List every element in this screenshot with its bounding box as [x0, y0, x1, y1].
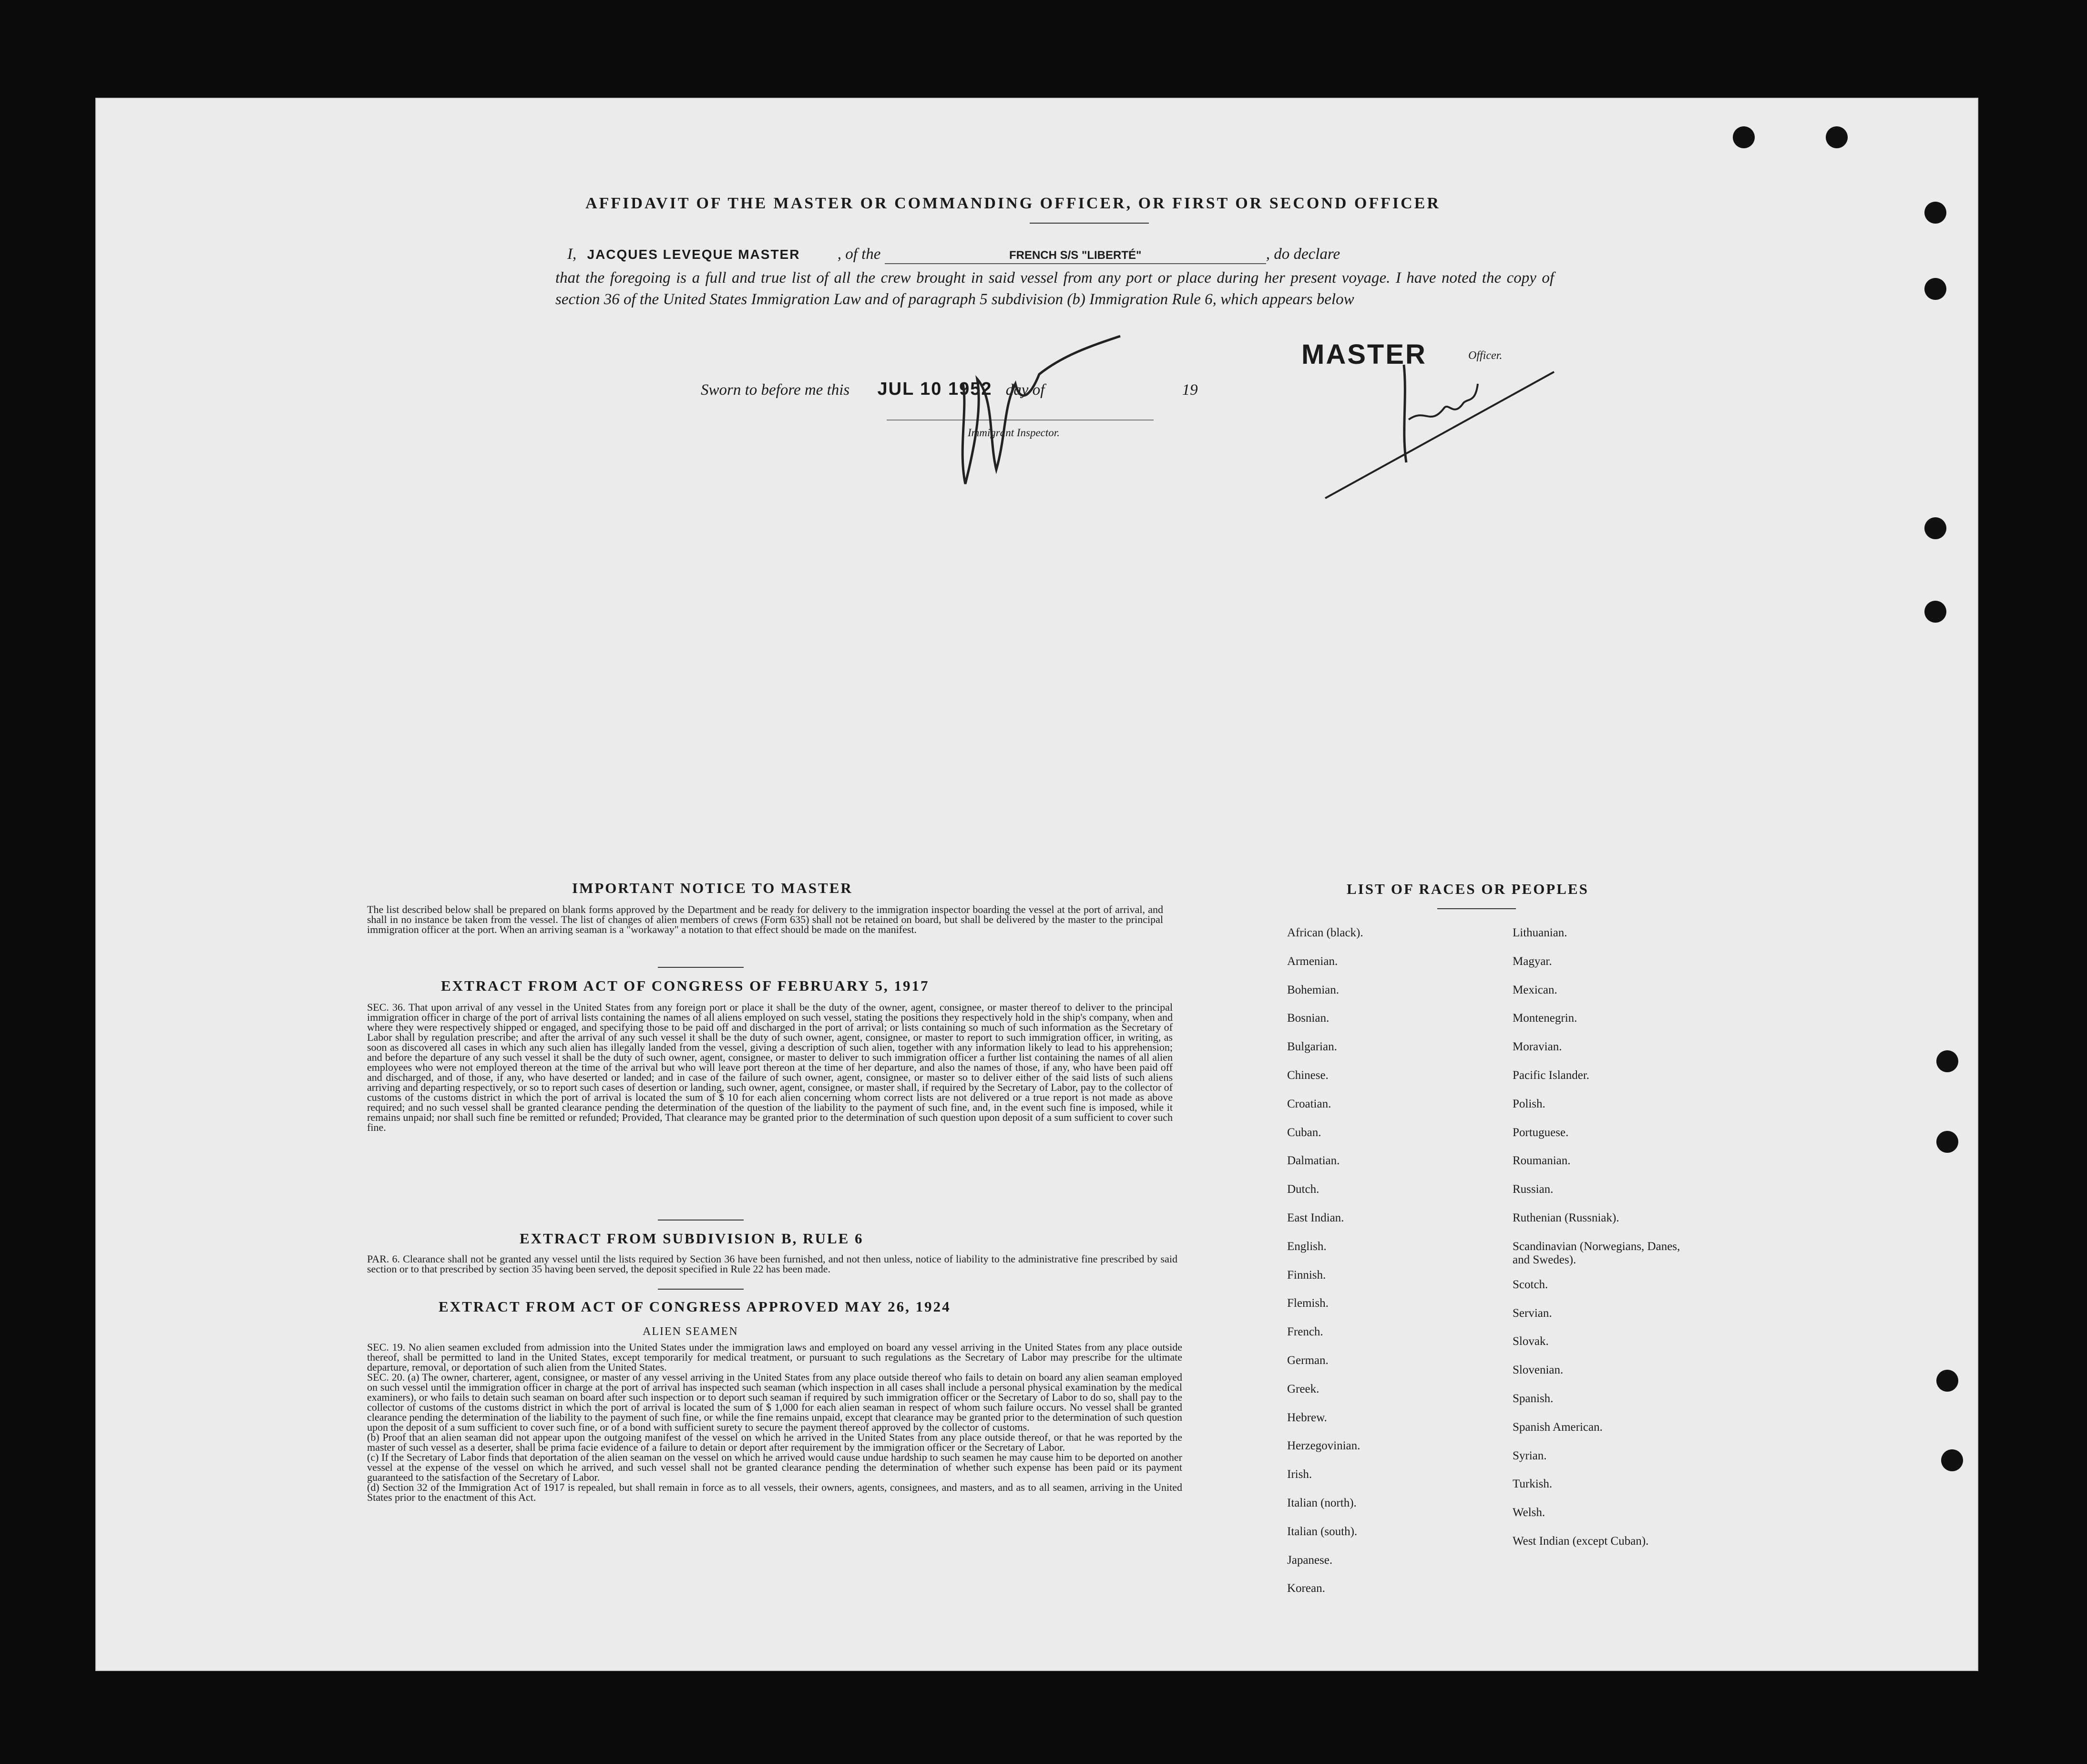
race-item: Ruthenian (Russniak).: [1513, 1211, 1619, 1224]
race-item: Mexican.: [1513, 983, 1557, 996]
i-label: I,: [567, 246, 577, 263]
race-item: Herzegovinian.: [1287, 1439, 1361, 1453]
date-stamp: JUL 10 1952: [877, 379, 992, 399]
race-item: Chinese.: [1287, 1068, 1329, 1082]
race-item: West Indian (except Cuban).: [1513, 1534, 1649, 1548]
officer-label: Officer.: [1468, 349, 1503, 362]
punch-hole: [1936, 1370, 1958, 1392]
race-item: Lithuanian.: [1513, 926, 1567, 939]
punch-hole: [1733, 126, 1755, 148]
master-name: JACQUES LEVEQUE MASTER: [587, 247, 800, 262]
subdivision-rule: [658, 1289, 744, 1290]
race-item: Italian (north).: [1287, 1496, 1357, 1509]
notice-rule: [658, 967, 744, 968]
inspector-label: Immigrant Inspector.: [968, 427, 1060, 439]
extract-1924-subtitle: ALIEN SEAMEN: [643, 1325, 738, 1338]
race-item: Italian (south).: [1287, 1525, 1358, 1538]
punch-hole: [1941, 1449, 1963, 1471]
subdivision-text: PAR. 6. Clearance shall not be granted any vessel until the lists required by Section 36 have been furnished, and not then unless, notice of liability to the administrative fine prescribed by said section or to that prescribed by section 35 having been served, the deposit specified in Rule 22 has been made.: [367, 1253, 1177, 1275]
races-title: LIST OF RACES OR PEOPLES: [1347, 881, 1589, 897]
race-item: Roumanian.: [1513, 1154, 1571, 1168]
race-item: Turkish.: [1513, 1477, 1553, 1491]
declaration-body: that the foregoing is a full and true list of all the crew brought in said vessel from any port or place during her present voyage. I have noted the copy of section 36 of the United States Immigration Law and of paragraph 5 subdivision (b) Immigration Rule 6, which appears below: [555, 269, 1554, 308]
race-item: Finnish.: [1287, 1268, 1326, 1282]
race-item: Russian.: [1513, 1183, 1554, 1196]
race-item: Hebrew.: [1287, 1411, 1327, 1424]
form-sheet: [95, 98, 1978, 1671]
extract-1917-title: EXTRACT FROM ACT OF CONGRESS OF FEBRUARY 5, 1917: [441, 977, 930, 994]
race-item: Dutch.: [1287, 1183, 1320, 1196]
race-item: Dalmatian.: [1287, 1154, 1340, 1168]
race-item: Servian.: [1513, 1306, 1552, 1320]
race-item: Bulgarian.: [1287, 1040, 1337, 1054]
extract-1924-title: EXTRACT FROM ACT OF CONGRESS APPROVED MAY 26, 1924: [439, 1298, 951, 1315]
punch-hole: [1924, 278, 1946, 300]
race-item: Croatian.: [1287, 1097, 1331, 1110]
race-item: Korean.: [1287, 1582, 1325, 1595]
master-signature: [1306, 355, 1573, 503]
races-right-list: [1513, 926, 1703, 1563]
race-item: English.: [1287, 1240, 1327, 1253]
race-item: Spanish.: [1513, 1392, 1554, 1405]
sec-20a-text: SEC. 20. (a) The owner, charterer, agent, consignee, or master of any vessel arriving in the United States from any place outside thereof who fails to detain on board any alien seaman employed on such vessel until the immigration officer in charge at the port of arrival has inspected such seaman (which inspection in all cases shall include a personal physical examination by the medical examiners), or who fails to detain such seaman on board after such inspection or to deport such seaman if required by such immigration officer or the Secretary of Labor to do so, shall pay to the collector of customs of the customs district in which the port of arrival is located the sum of $ 1,000 for each alien seaman in respect of whom such failure occurs. No vessel shall be granted clearance pending the determination of the liability to the payment of such fine, or while the fine remains unpaid, except that clearance may be granted prior to the determination of such question upon the deposit of a sum sufficient to cover such fine, or of a bond with sufficient surety to secure the payment thereof approved by the collector of customs.: [367, 1371, 1182, 1433]
race-item: Polish.: [1513, 1097, 1545, 1110]
race-item: Moravian.: [1513, 1040, 1562, 1054]
of-the-label: , of the: [837, 246, 881, 263]
punch-hole: [1826, 126, 1848, 148]
sec-20d-text: (d) Section 32 of the Immigration Act of 1917 is repealed, but shall remain in force as to all vessels, their owners, agents, consignees, and masters, and as to all seamen, arriving in the United States prior to the enactment of this Act.: [367, 1481, 1182, 1503]
extract-1917-text: SEC. 36. That upon arrival of any vessel in the United States from any foreign port or place it shall be the duty of the owner, agent, consignee, or master thereof to deliver to the principal immigration officer in charge of the port of arrival lists containing the names of all aliens employed on such vessel, stating the positions they respectively hold in the ship's company, when and where they were respectively shipped or engaged, and specifying those to be paid off and discharged in the port of arrival; or lists containing so much of such information as the Secretary of Labor shall by regulation prescribe; and after the arrival of any such vessel it shall be the duty of such owner, agent, consignee, or master to report to such immigration officer, in writing, as soon as discovered all cases in which any such alien has illegally landed from the vessel, giving a description of such alien, together with any information likely to lead to his apprehension; and before the departure of any such vessel it shall be the duty of such owner, agent, consignee, or master to deliver to such immigration officer a further list containing the names of all alien employees who were not employed thereon at the time of the arrival but who will leave port thereon at the time of her departure, and also the names of those, if any, who have been paid off and discharged, and of those, if any, who have deserted or landed; and in case of the failure of such owner, agent, consignee, or master so to deliver either of the said lists of such aliens arriving and departing respectively, or so to report such cases of desertion or landing, such owner, agent, consignee, or master shall, if required by the Secretary of Labor, pay to the collector of customs of the customs district in which the port of arrival is located the sum of $ 10 for each alien concerning whom correct lists are not delivered or a true report is not made as above required; and no such vessel shall be granted clearance pending the determination of the question of the liability to the payment of such fine, and, in the event such fine is imposed, while it remains unpaid; nor shall such fine be remitted or refunded; Provided, That clearance may be granted prior to the determination of such question upon deposit of a sum sufficient to cover such fine.: [367, 1001, 1173, 1133]
race-item: Slovenian.: [1513, 1364, 1564, 1377]
title-rule: [1030, 223, 1149, 224]
declaration-line: [567, 246, 1568, 264]
race-item: Scandinavian (Norwegians, Danes, and Swedes).: [1513, 1240, 1680, 1266]
races-rule: [1437, 908, 1516, 909]
race-item: Bosnian.: [1287, 1012, 1330, 1025]
race-item: African (black).: [1287, 926, 1363, 939]
inspector-signature: [949, 327, 1130, 498]
race-item: Magyar.: [1513, 954, 1552, 968]
do-declare-label: , do declare: [1266, 246, 1340, 263]
subdivision-title: EXTRACT FROM SUBDIVISION B, RULE 6: [520, 1230, 864, 1247]
race-item: Spanish American.: [1513, 1420, 1603, 1434]
punch-hole: [1936, 1050, 1958, 1072]
race-item: Bohemian.: [1287, 983, 1340, 996]
punch-hole: [1924, 601, 1946, 623]
punch-hole: [1936, 1131, 1958, 1153]
sec-20b-text: (b) Proof that an alien seaman did not appear upon the outgoing manifest of the vessel on which he arrived in the United States from any place outside thereof, or that he was reported by the master of such vessel as a deserter, shall be prima facie evidence of a failure to detain or deport after requirement by the immigration officer or the Secretary of Labor.: [367, 1431, 1182, 1453]
officer-stamp: MASTER: [1301, 339, 1427, 370]
notice-text: The list described below shall be prepared on blank forms approved by the Department and be ready for delivery to the immigration inspector boarding the vessel at the port of arrival, and shall in no instance be taken from the vessel. The list of changes of alien members of crews (Form 635) shall not be retained on board, but shall be delivered by the master to the principal immigration officer at the port. When an arriving seaman is a "workaway" a notation to that effect should be made on the manifest.: [367, 903, 1163, 935]
race-item: Flemish.: [1287, 1297, 1329, 1310]
race-item: Portuguese.: [1513, 1126, 1569, 1139]
notice-title: IMPORTANT NOTICE TO MASTER: [572, 880, 853, 896]
races-left-list: [1287, 926, 1459, 1610]
race-item: French.: [1287, 1325, 1323, 1339]
race-item: Japanese.: [1287, 1553, 1333, 1567]
vessel-name: FRENCH S/S "LIBERTÉ": [1009, 249, 1142, 262]
day-of-label: day of: [1005, 381, 1045, 399]
race-item: Welsh.: [1513, 1506, 1545, 1519]
year-prefix: 19: [1182, 381, 1198, 399]
race-item: Montenegrin.: [1513, 1012, 1577, 1025]
race-item: Armenian.: [1287, 954, 1338, 968]
sec-20c-text: (c) If the Secretary of Labor finds that deportation of the alien seaman on the vessel on which he arrived would cause undue hardship to such seamen he may cause him to be deported on another vessel at the expense of the vessel on which he arrived, and such vessel shall not be granted clearance pending the determination of whether such expense has been paid or its payment guaranteed to the satisfaction of the Secretary of Labor.: [367, 1451, 1182, 1483]
race-item: Irish.: [1287, 1468, 1312, 1481]
race-item: Slovak.: [1513, 1335, 1549, 1348]
race-item: Pacific Islander.: [1513, 1068, 1590, 1082]
race-item: Greek.: [1287, 1382, 1320, 1395]
sec-19-text: SEC. 19. No alien seamen excluded from admission into the United States under the immigration laws and employed on board any vessel arriving in the United States from any place outside thereof, shall be permitted to land in the United States, except temporarily for medical treatment, or pursuant to such regulations as the Secretary of Labor may prescribe for the ultimate departure, removal, or deportation of such alien from the United States.: [367, 1341, 1182, 1373]
sworn-label: Sworn to before me this: [701, 381, 850, 399]
race-item: Cuban.: [1287, 1126, 1321, 1139]
affidavit-title: AFFIDAVIT OF THE MASTER OR COMMANDING OFFICER, OR FIRST OR SECOND OFFICER: [585, 195, 1441, 212]
race-item: East Indian.: [1287, 1211, 1344, 1224]
race-item: Syrian.: [1513, 1449, 1547, 1462]
race-item: German.: [1287, 1354, 1329, 1367]
punch-hole: [1924, 517, 1946, 539]
vessel-field: [885, 246, 1266, 264]
extract-1924-body: [367, 1342, 1182, 1502]
race-item: Scotch.: [1513, 1278, 1548, 1291]
